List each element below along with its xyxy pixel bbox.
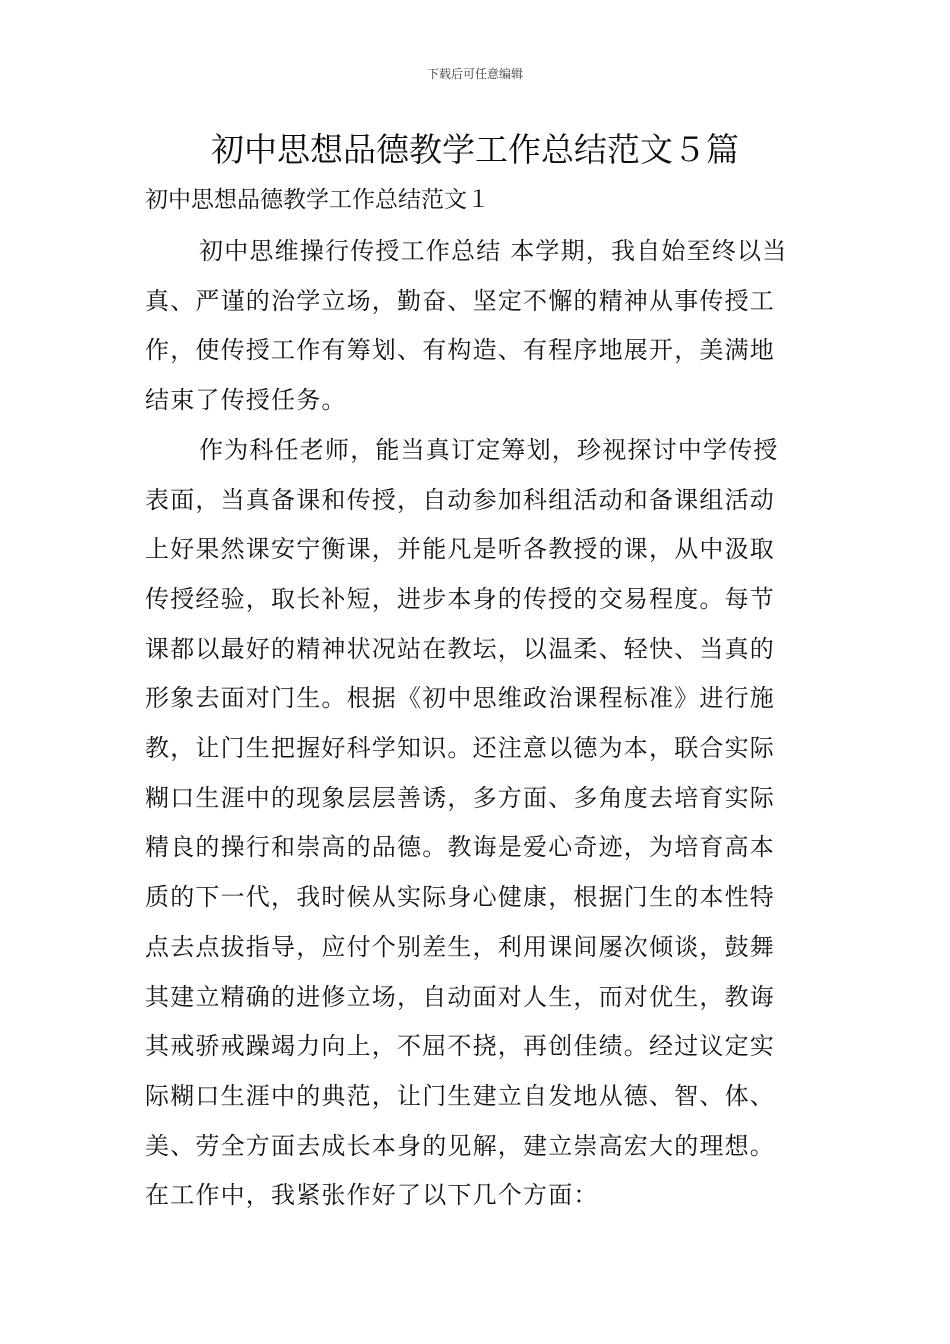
text-line: 精良的操行和崇高的品德。教诲是爱心奇迹，为培育高本 bbox=[145, 833, 775, 862]
text-line: 其建立精确的进修立场，自动面对人生，而对优生，教诲 bbox=[145, 982, 775, 1011]
text-line: 真、严谨的治学立场，勤奋、坚定不懈的精神从事传授工 bbox=[145, 286, 775, 315]
text-line: 作为科任老师，能当真订定筹划，珍视探讨中学传授 bbox=[199, 435, 779, 464]
text-line: 作，使传授工作有筹划、有构造、有程序地展开，美满地 bbox=[145, 336, 775, 365]
text-line: 初中思维操行传授工作总结 本学期，我自始至终以当 bbox=[199, 237, 788, 265]
text-line: 际糊口生涯中的典范，让门生建立自发地从德、智、体、 bbox=[145, 1081, 775, 1110]
text-line: 上好果然课安宁衡课，并能凡是听各教授的课，从中汲取 bbox=[145, 535, 775, 564]
text-line: 结束了传授任务。 bbox=[145, 386, 347, 415]
paragraph-1 bbox=[145, 227, 807, 426]
text-line: 美、劳全方面去成长本身的见解，建立崇高宏大的理想。 bbox=[145, 1131, 775, 1160]
text-line: 其戒骄戒躁竭力向上，不屈不挠，再创佳绩。经过议定实 bbox=[145, 1032, 775, 1061]
text-line: 课都以最好的精神状况站在教坛，以温柔、轻快、当真的 bbox=[145, 634, 775, 663]
document-title: 初中思想品德教学工作总结范文５篇 bbox=[211, 130, 739, 169]
text-line: 传授经验，取长补短，进步本身的传授的交易程度。每节 bbox=[145, 584, 775, 613]
text-line: 在工作中，我紧张作好了以下几个方面： bbox=[145, 1181, 599, 1210]
text-line: 糊口生涯中的现象层层善诱，多方面、多角度去培育实际 bbox=[145, 783, 775, 812]
text-line: 点去点拔指导，应付个别差生，利用课间屡次倾谈，鼓舞 bbox=[145, 932, 775, 961]
section-heading: 初中思想品德教学工作总结范文１ bbox=[145, 187, 490, 213]
text-line: 教，让门生把握好科学知识。还注意以德为本，联合实际 bbox=[145, 734, 775, 763]
text-line: 表面，当真备课和传授，自动参加科组活动和备课组活动 bbox=[145, 485, 775, 514]
text-line: 形象去面对门生。根据《初中思维政治课程标准》进行施 bbox=[145, 684, 775, 713]
paragraph-2 bbox=[145, 426, 807, 1221]
header-note: 下载后可任意编辑 bbox=[426, 67, 523, 81]
document-body bbox=[145, 227, 807, 1221]
text-line: 质的下一代，我时候从实际身心健康，根据门生的本性特 bbox=[145, 883, 775, 912]
